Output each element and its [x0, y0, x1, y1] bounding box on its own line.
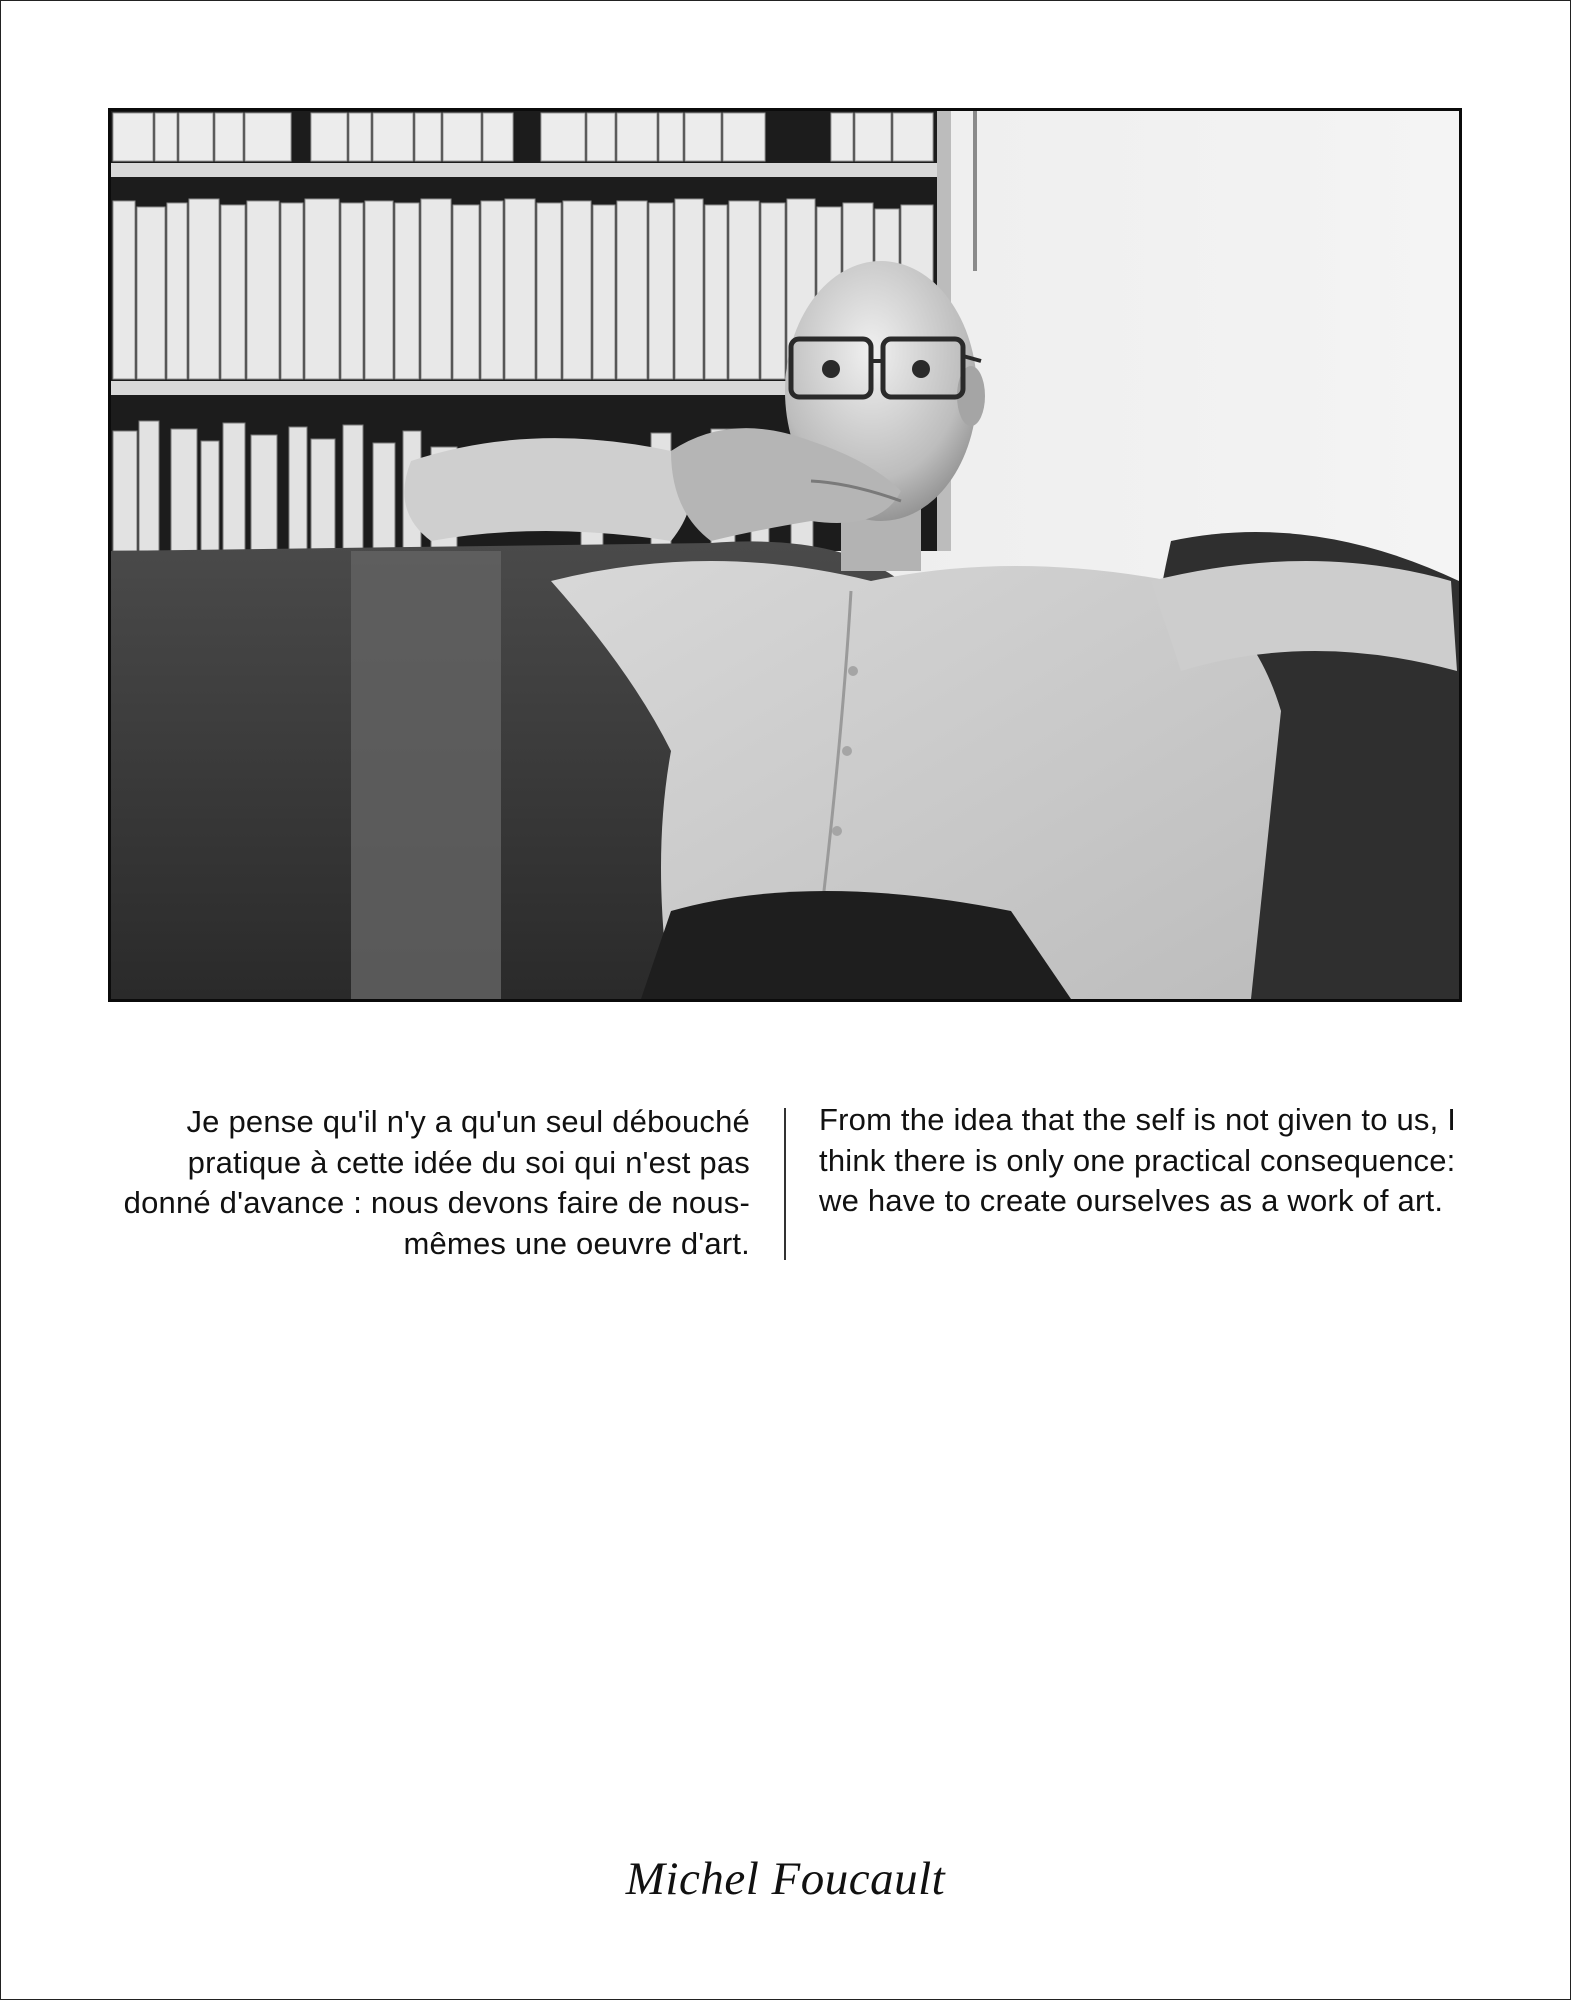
quote-divider	[784, 1108, 786, 1260]
portrait-photo	[108, 108, 1462, 1002]
author-name: Michel Foucault	[625, 1853, 946, 1905]
quote-french: Je pense qu'il n'y a qu'un seul débouché pratique à cette idée du soi qui n'est pas donné d'avance : nous devons faire de nous-mêmes une oeuvre d'art.	[123, 1104, 750, 1261]
portrait-photo-image	[111, 111, 1459, 999]
quote-english: From the idea that the self is not given to us, I think there is only one practical consequence: we have to create ourselves as a work of art.	[819, 1102, 1457, 1218]
